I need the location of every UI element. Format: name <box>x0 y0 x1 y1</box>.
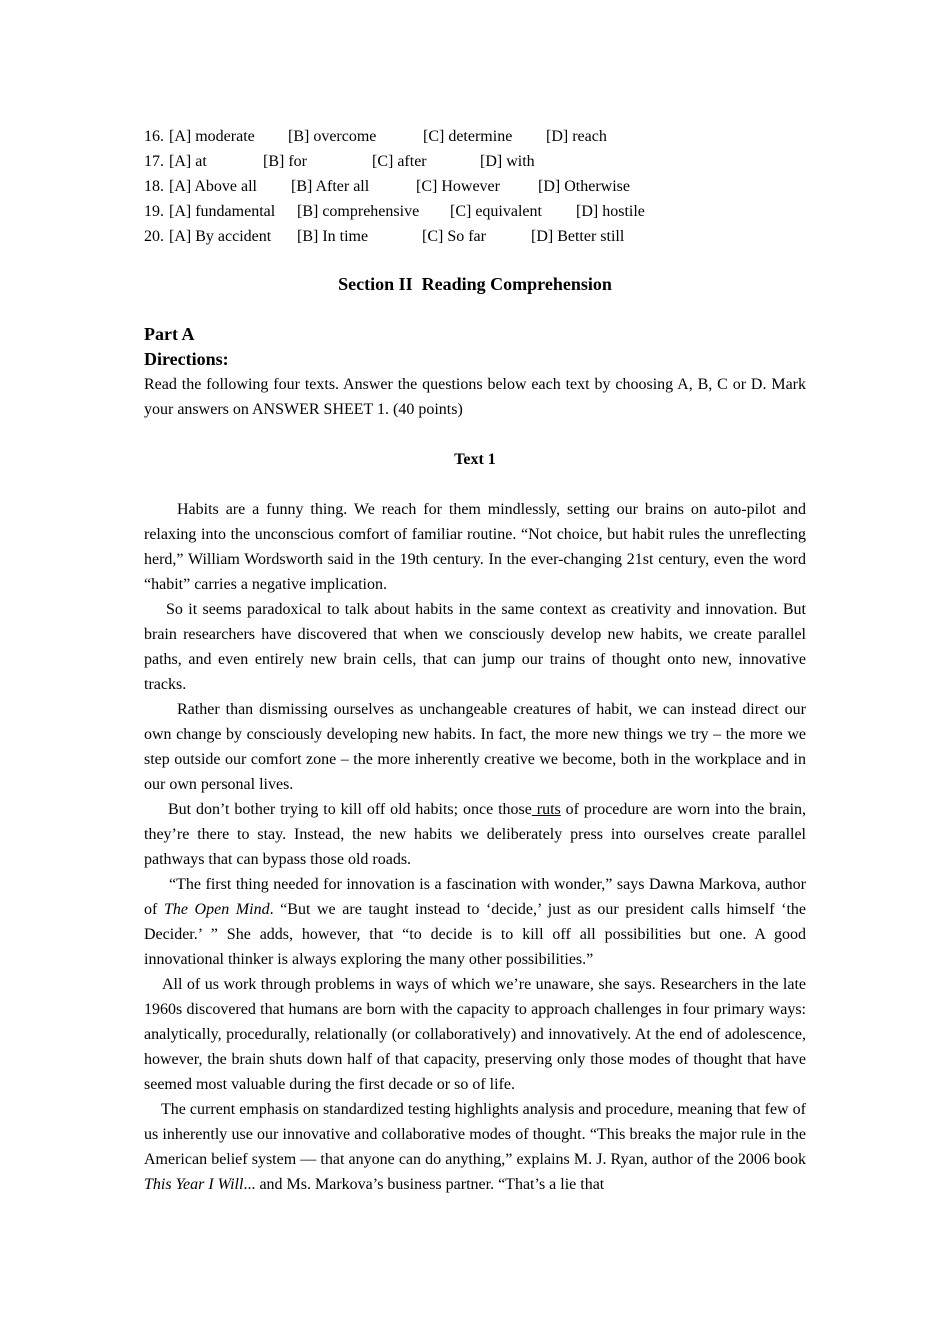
paragraph-5 <box>144 872 806 972</box>
paragraph-7-text-a: The current emphasis on standardized testing highlights analysis and procedure, meaning that few of us inherently use our innovative and collaborative modes of thought. “This breaks the major rule in the American belief system — that anyone can do anything,” explains M. J. Ryan, author of the 2006 book <box>144 1101 806 1168</box>
option-row-16 <box>144 124 806 149</box>
option-a: [A] fundamental <box>169 203 276 220</box>
option-d: [D] with <box>480 153 535 170</box>
paragraph-5-text-a: “The first thing needed for innovation is a fascination with wonder,” says Dawna Markova, author of <box>144 876 806 918</box>
book-title: This Year I Will <box>144 1176 244 1193</box>
paragraph-3: Rather than dismissing ourselves as unchangeable creatures of habit, we can instead direct our own change by consciously developing new habits. In fact, the more new things we try – the more we step outside our comfort zone – the more inherently creative we become, both in the workplace and in our own personal lives. <box>144 701 806 793</box>
question-number: 18. <box>144 178 164 195</box>
options-list <box>144 124 806 249</box>
option-b: [B] comprehensive <box>297 203 420 220</box>
paragraph-7 <box>144 1097 806 1197</box>
option-row-20 <box>144 224 806 249</box>
option-b: [B] for <box>263 153 307 170</box>
option-b: [B] overcome <box>288 128 377 145</box>
option-c: [C] equivalent <box>450 203 542 220</box>
paragraph-4-text-a: But don’t bother trying to kill off old habits; once those <box>168 801 532 818</box>
option-row-18 <box>144 174 806 199</box>
option-a: [A] Above all <box>169 178 257 195</box>
text-title: Text 1 <box>454 451 496 468</box>
option-row-17 <box>144 149 806 174</box>
paragraph-1: Habits are a funny thing. We reach for them mindlessly, setting our brains on auto-pilot and relaxing into the unconscious comfort of familiar routine. “Not choice, but habit rules the unreflecting herd,” William Wordsworth said in the 19th century. In the ever-changing 21st century, even the word “habit” carries a negative implication. <box>144 501 806 593</box>
paragraph-2: So it seems paradoxical to talk about habits in the same context as creativity and innovation. But brain researchers have discovered that when we consciously develop new habits, we create parallel paths, and even entirely new brain cells, that can jump our trains of thought onto new, innovative tracks. <box>144 601 806 693</box>
option-a: [A] moderate <box>169 128 255 145</box>
option-d: [D] Better still <box>531 228 625 245</box>
section-title: Section II Reading Comprehension <box>338 274 612 294</box>
paragraph-4-text-b: of procedure are worn into the brain, they’re there to stay. Instead, the new habits we deliberately press into ourselves create parallel pathways that can bypass those old roads. <box>144 801 807 868</box>
underlined-word: ruts <box>531 801 561 818</box>
reading-passage <box>144 497 806 1197</box>
option-c: [C] So far <box>422 228 486 245</box>
question-number: 20. <box>144 228 164 245</box>
paragraph-5-text-b: . “But we are taught instead to ‘decide,’ just as our president calls himself ‘the Decider.’ ” She adds, however, that “to decide is to kill off all possibilities but one. A good innovational thinker is always exploring the many other possibilities.” <box>144 901 806 968</box>
option-c: [C] determine <box>423 128 513 145</box>
option-row-19 <box>144 199 806 224</box>
option-d: [D] hostile <box>576 203 645 220</box>
paragraph-4 <box>144 797 806 872</box>
option-b: [B] After all <box>291 178 370 195</box>
question-number: 19. <box>144 203 164 220</box>
book-title: The Open Mind <box>163 901 270 918</box>
option-b: [B] In time <box>297 228 369 245</box>
option-a: [A] By accident <box>169 228 272 245</box>
option-d: [D] reach <box>546 128 607 145</box>
directions-text: Read the following four texts. Answer the questions below each text by choosing A, B, C or D. Mark your answers on ANSWER SHEET 1. (40 points) <box>144 376 806 418</box>
option-c: [C] after <box>372 153 427 170</box>
option-a: [A] at <box>169 153 207 170</box>
question-number: 17. <box>144 153 164 170</box>
directions-title: Directions: <box>144 349 229 369</box>
option-c: [C] However <box>416 178 500 195</box>
paragraph-7-text-b: ... and Ms. Markova’s business partner. “That’s a lie that <box>243 1176 605 1193</box>
question-number: 16. <box>144 128 164 145</box>
exam-page <box>144 124 806 1197</box>
part-title: Part A <box>144 324 195 344</box>
paragraph-6: All of us work through problems in ways of which we’re unaware, she says. Researchers in the late 1960s discovered that humans are born with the capacity to approach challenges in four primary ways: analytically, procedurally, relationally (or collaboratively) and innovatively. At the end of adolescence, however, the brain shuts down half of that capacity, preserving only those modes of thought that have seemed most valuable during the first decade or so of life. <box>144 976 806 1093</box>
option-d: [D] Otherwise <box>538 178 630 195</box>
